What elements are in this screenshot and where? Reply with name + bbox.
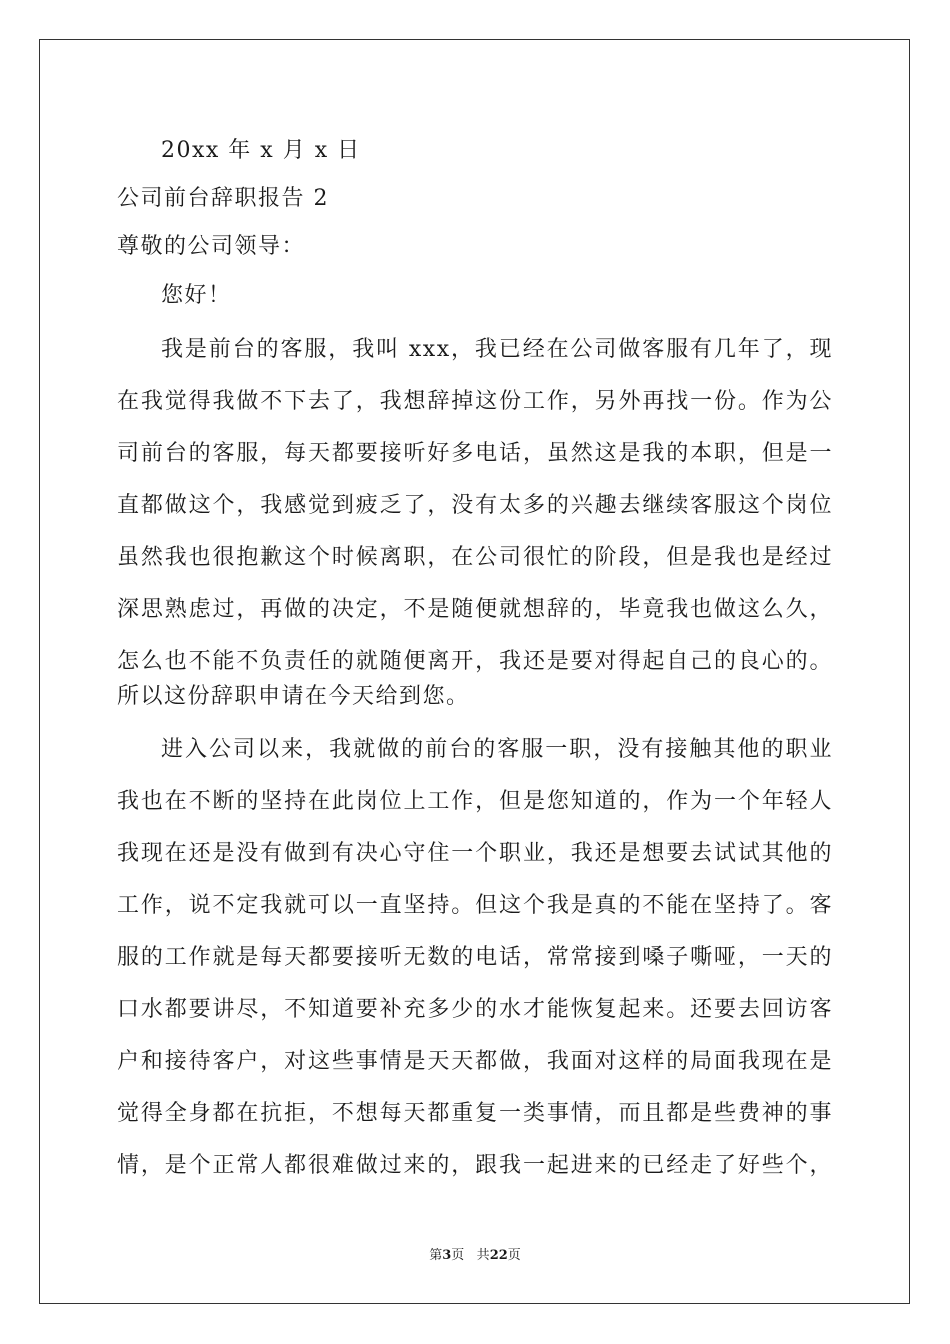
- paragraph1-line: 司前台的客服，每天都要接听好多电话，虽然这是我的本职，但是一: [117, 441, 833, 466]
- paragraph2-line: 觉得全身都在抗拒，不想每天都重复一类事情，而且都是些费神的事: [117, 1101, 833, 1126]
- salutation: 尊敬的公司领导：: [117, 234, 306, 259]
- paragraph2-line: 服的工作就是每天都要接听无数的电话，常常接到嗓子嘶哑，一天的: [117, 945, 833, 970]
- paragraph2-line: 进入公司以来，我就做的前台的客服一职，没有接触其他的职业: [161, 737, 833, 762]
- page-footer: [0, 1248, 950, 1264]
- paragraph1-line: 直都做这个，我感觉到疲乏了，没有太多的兴趣去继续客服这个岗位: [117, 493, 833, 518]
- paragraph1-line: 怎么也不能不负责任的就随便离开，我还是要对得起自己的良心的。: [117, 649, 833, 674]
- footer-total-suffix: 页: [507, 1248, 521, 1263]
- greeting: 您好！: [161, 283, 232, 308]
- paragraph1-line: 虽然我也很抱歉这个时候离职，在公司很忙的阶段，但是我也是经过: [117, 545, 833, 570]
- footer-prefix: 第: [429, 1248, 443, 1263]
- total-pages-number: 22: [489, 1248, 508, 1263]
- paragraph1-line: 我是前台的客服，我叫 xxx，我已经在公司做客服有几年了，现: [161, 337, 833, 362]
- paragraph2-line: 户和接待客户，对这些事情是天天都做，我面对这样的局面我现在是: [117, 1049, 833, 1074]
- paragraph2-line: 情，是个正常人都很难做过来的，跟我一起进来的已经走了好些个，: [117, 1153, 833, 1178]
- document-date: 20xx 年 x 月 x 日: [161, 138, 361, 163]
- paragraph1-line: 在我觉得我做不下去了，我想辞掉这份工作，另外再找一份。作为公: [117, 389, 833, 414]
- current-page-number: 3: [442, 1248, 452, 1263]
- footer-total-prefix: 共: [476, 1248, 490, 1263]
- paragraph2-line: 口水都要讲尽，不知道要补充多少的水才能恢复起来。还要去回访客: [117, 997, 833, 1022]
- paragraph1-line: 深思熟虑过，再做的决定，不是随便就想辞的，毕竟我也做这么久，: [117, 597, 833, 622]
- paragraph1-line: 所以这份辞职申请在今天给到您。: [117, 684, 470, 709]
- paragraph2-line: 工作，说不定我就可以一直坚持。但这个我是真的不能在坚持了。客: [117, 893, 833, 918]
- footer-page-suffix: 页: [451, 1248, 465, 1263]
- paragraph2-line: 我现在还是没有做到有决心守住一个职业，我还是想要去试试其他的: [117, 841, 833, 866]
- document-title: 公司前台辞职报告 2: [117, 186, 329, 211]
- paragraph2-line: 我也在不断的坚持在此岗位上工作，但是您知道的，作为一个年轻人: [117, 789, 833, 814]
